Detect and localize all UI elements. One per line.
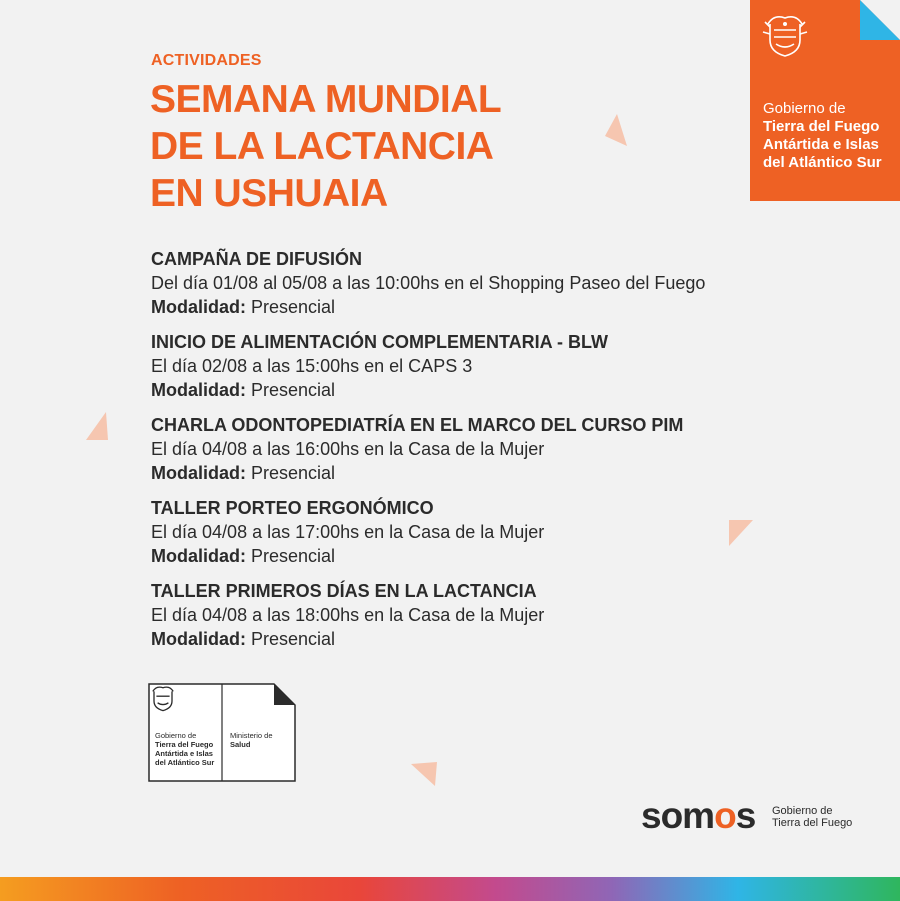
activity-detail: Del día 01/08 al 05/08 a las 10:00hs en el Shopping Paseo del Fuego bbox=[151, 273, 706, 293]
mode-value: Presencial bbox=[251, 463, 336, 483]
small-seal-icon bbox=[148, 683, 178, 713]
mode-value: Presencial bbox=[251, 297, 336, 317]
decorative-triangle bbox=[84, 410, 110, 442]
brand-o-icon: o bbox=[714, 795, 736, 836]
mode-value: Presencial bbox=[251, 380, 336, 400]
mode-value: Presencial bbox=[251, 546, 336, 566]
brand-part: s bbox=[735, 795, 756, 836]
activity-list bbox=[151, 247, 751, 662]
gov-line: Gobierno de bbox=[763, 100, 846, 117]
activity-mode bbox=[151, 378, 751, 402]
somos-subtitle bbox=[772, 805, 872, 829]
province-seal-icon bbox=[760, 10, 810, 60]
ministry-logo-card bbox=[148, 683, 295, 781]
activity-detail: El día 02/08 a las 15:00hs en el CAPS 3 bbox=[151, 356, 473, 376]
card-gov-line: Gobierno de bbox=[155, 731, 197, 740]
government-name bbox=[763, 100, 898, 172]
decorative-triangle bbox=[603, 112, 629, 148]
card-gov-line: del Atlántico Sur bbox=[155, 758, 215, 767]
activity-item bbox=[151, 496, 751, 568]
decorative-triangle bbox=[727, 518, 755, 548]
activity-item bbox=[151, 330, 751, 402]
government-logo-block bbox=[750, 0, 900, 201]
activity-mode bbox=[151, 461, 751, 485]
title-line: SEMANA MUNDIAL bbox=[150, 78, 502, 121]
activity-title: CHARLA ODONTOPEDIATRÍA EN EL MARCO DEL CURSO PIM bbox=[151, 415, 684, 435]
gov-line: Antártida e Islas bbox=[763, 136, 879, 153]
somos-wordmark bbox=[641, 796, 755, 836]
decorative-triangle bbox=[409, 760, 439, 788]
activity-title: TALLER PORTEO ERGONÓMICO bbox=[151, 498, 434, 518]
section-kicker: ACTIVIDADES bbox=[151, 52, 262, 69]
activity-detail: El día 04/08 a las 17:00hs en la Casa de la Mujer bbox=[151, 522, 545, 542]
mode-label: Modalidad: bbox=[151, 546, 246, 566]
corner-fold-blue bbox=[860, 0, 900, 40]
card-ministry-name bbox=[230, 731, 273, 749]
activity-item bbox=[151, 247, 751, 319]
brand-part: som bbox=[641, 795, 715, 836]
gov-line: Tierra del Fuego bbox=[763, 118, 880, 135]
somos-sub-line: Tierra del Fuego bbox=[772, 817, 853, 829]
card-ministry-line: Salud bbox=[230, 740, 251, 749]
mode-label: Modalidad: bbox=[151, 380, 246, 400]
activity-detail: El día 04/08 a las 18:00hs en la Casa de la Mujer bbox=[151, 605, 545, 625]
activity-item bbox=[151, 579, 751, 651]
card-gov-line: Tierra del Fuego bbox=[155, 740, 214, 749]
mode-label: Modalidad: bbox=[151, 629, 246, 649]
somos-sub-line: Gobierno de bbox=[772, 805, 833, 817]
activity-mode bbox=[151, 544, 751, 568]
activity-title: CAMPAÑA DE DIFUSIÓN bbox=[151, 249, 362, 269]
gov-line: del Atlántico Sur bbox=[763, 154, 882, 171]
activity-detail: El día 04/08 a las 16:00hs en la Casa de la Mujer bbox=[151, 439, 545, 459]
activity-item bbox=[151, 413, 751, 485]
mode-value: Presencial bbox=[251, 629, 336, 649]
card-gov-name bbox=[155, 731, 214, 767]
activity-mode bbox=[151, 627, 751, 651]
card-ministry-line: Ministerio de bbox=[230, 731, 273, 740]
activity-title: TALLER PRIMEROS DÍAS EN LA LACTANCIA bbox=[151, 581, 537, 601]
title-line: DE LA LACTANCIA bbox=[150, 125, 494, 168]
mode-label: Modalidad: bbox=[151, 463, 246, 483]
mode-label: Modalidad: bbox=[151, 297, 246, 317]
title-line: EN USHUAIA bbox=[150, 172, 388, 215]
activity-mode bbox=[151, 295, 751, 319]
page-title bbox=[150, 76, 501, 217]
activity-title: INICIO DE ALIMENTACIÓN COMPLEMENTARIA - BLW bbox=[151, 332, 608, 352]
card-gov-line: Antártida e Islas bbox=[155, 749, 213, 758]
rainbow-footer-bar bbox=[0, 877, 900, 901]
